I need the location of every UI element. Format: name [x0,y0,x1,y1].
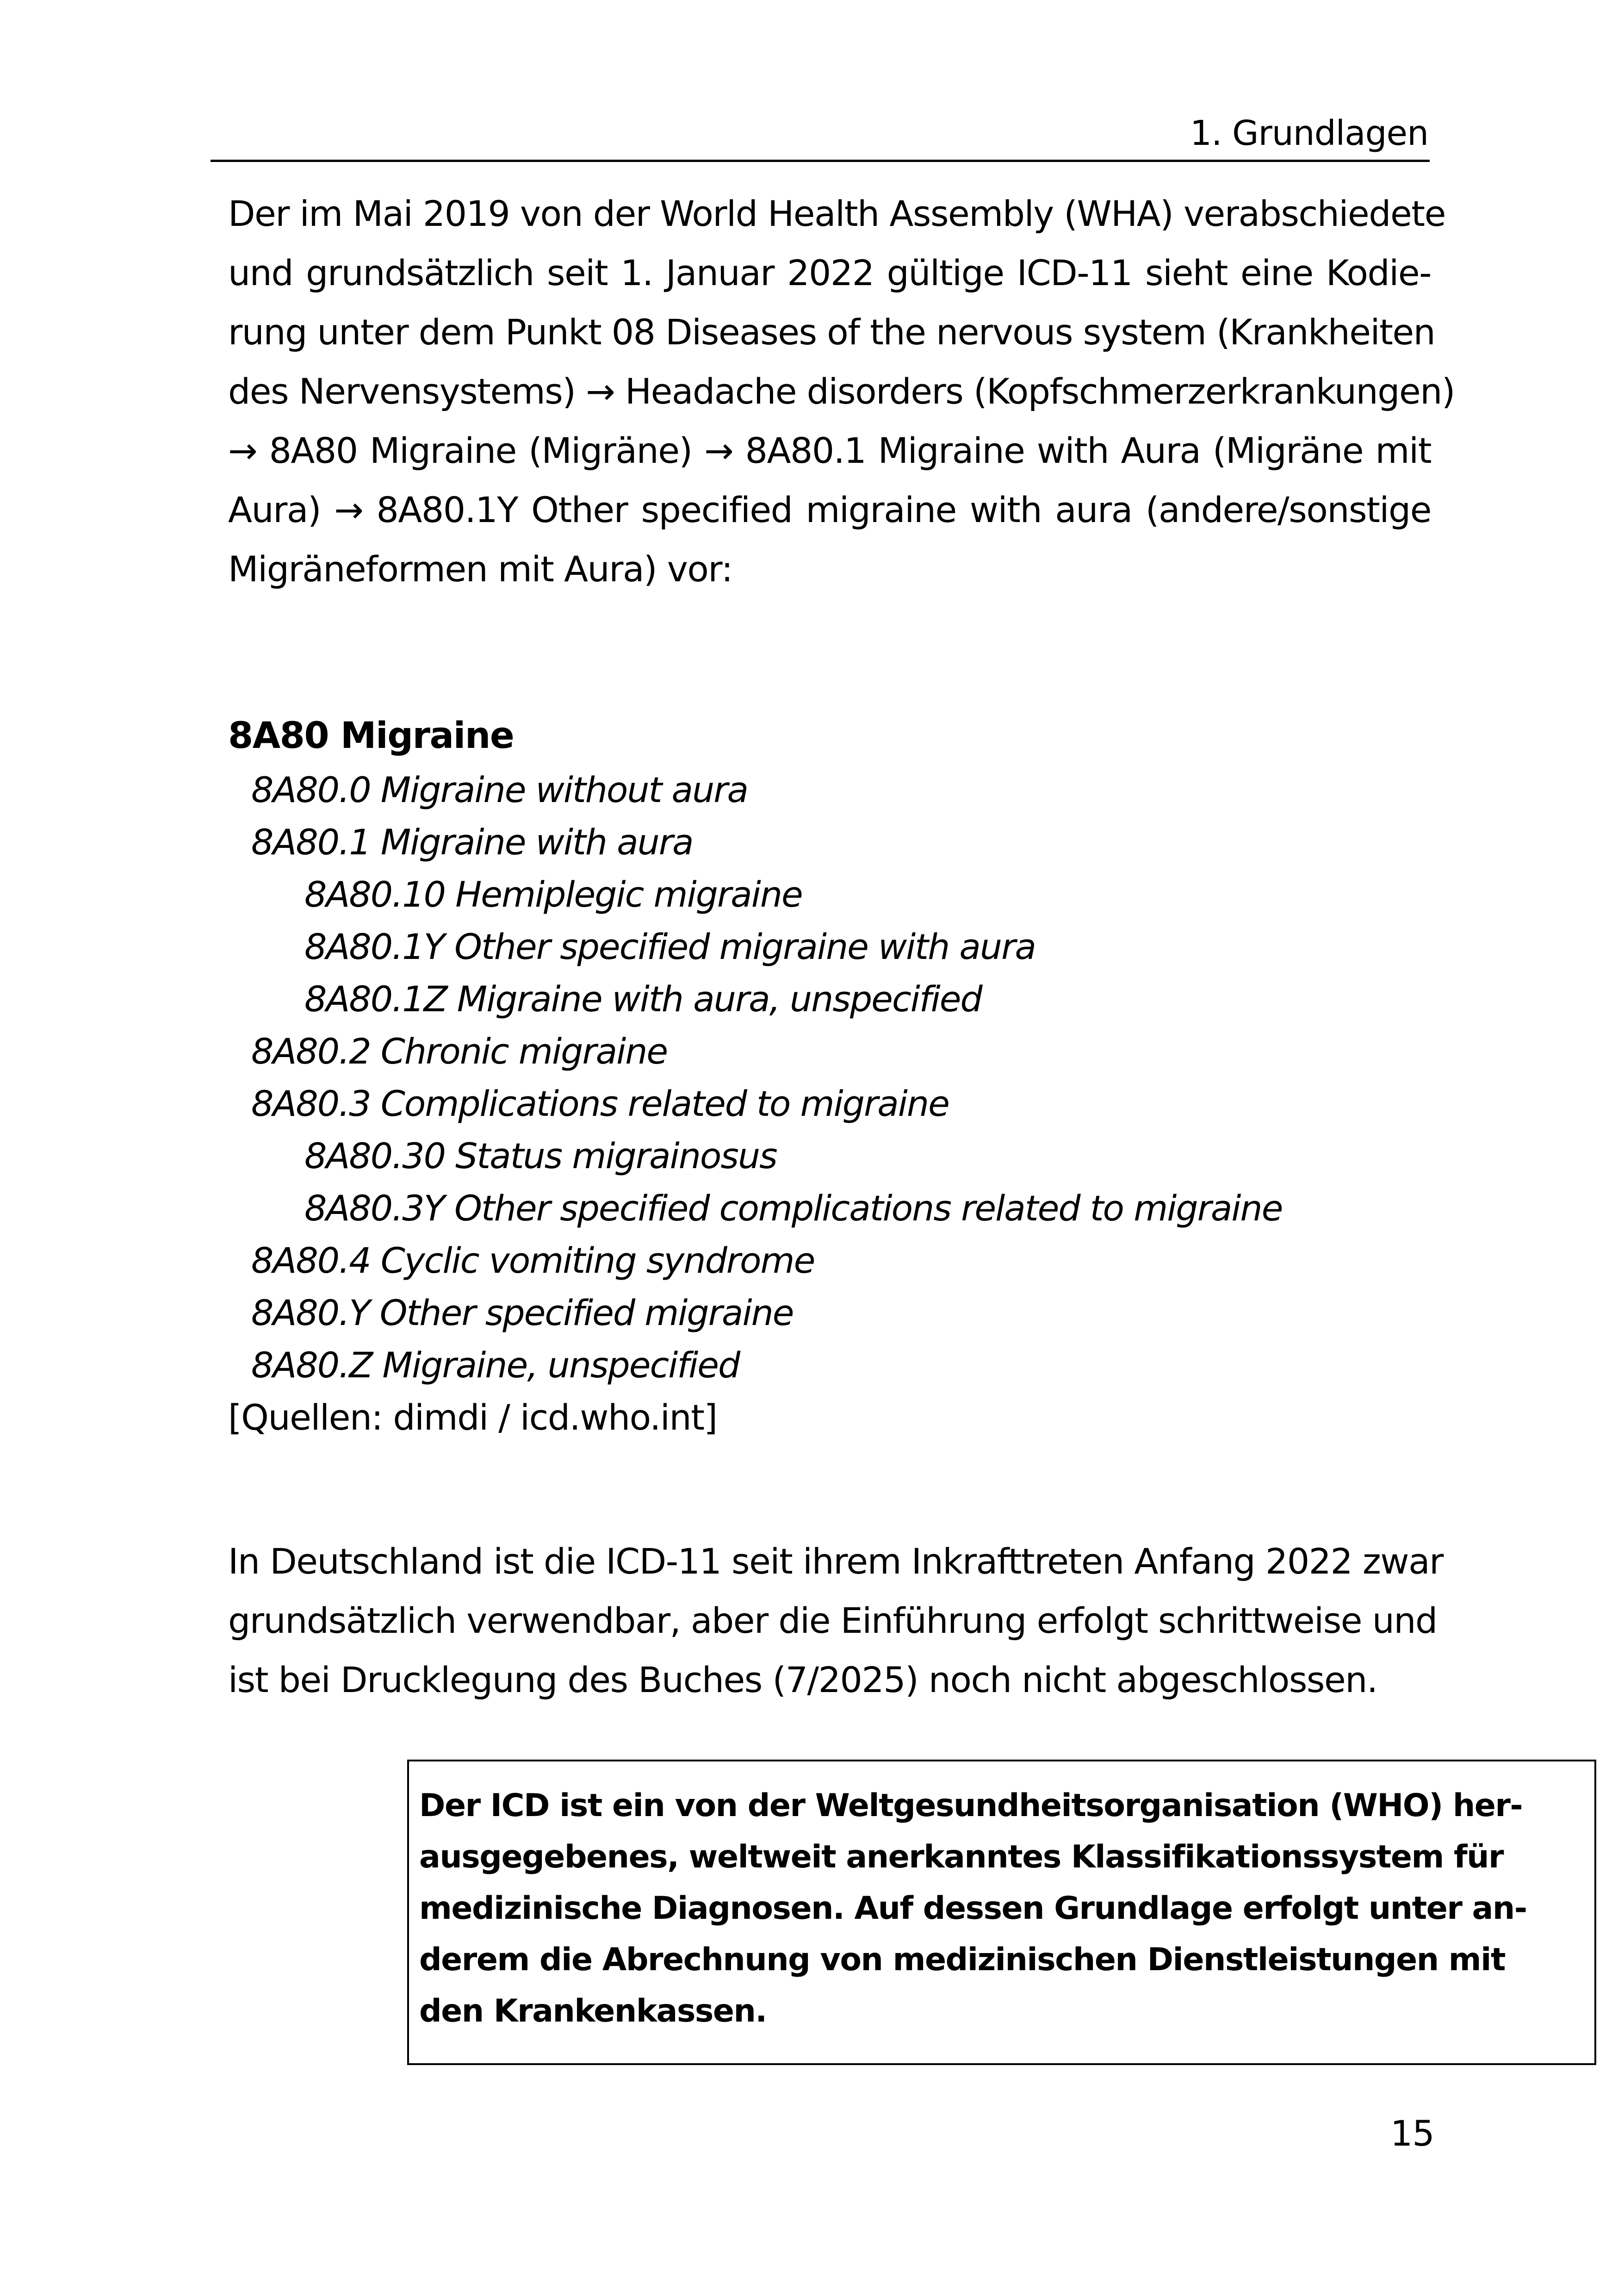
info-box-line: derem die Abrechnung von medizinischen Dienstleistungen mit [419,1941,1505,1978]
icd-list-item: 8A80.1Z Migraine with aura, unspecified [304,978,982,1020]
icd-code-list [228,708,1477,1444]
icd-list-item: 8A80.30 Status migrainosus [304,1135,777,1176]
info-box-text [419,1780,1527,2037]
icd-list-item: 8A80.1 Migraine with aura [251,821,693,863]
germany-paragraph [228,1532,1443,1710]
header-divider [211,160,1430,162]
icd-definition-box [407,1760,1596,2065]
paragraph-line: Aura) → 8A80.1Y Other specified migraine with aura (andere/sonstige [228,489,1431,530]
info-box-line: den Krankenkassen. [419,1993,767,2029]
icd-list-item: 8A80.Z Migraine, unspecified [251,1344,740,1386]
paragraph-line: Der im Mai 2019 von der World Health Assembly (WHA) verabschiedete [228,193,1445,234]
chapter-title: 1. Grundlagen [1190,113,1428,153]
page-number: 15 [1390,2113,1434,2154]
paragraph-line: grundsätzlich verwendbar, aber die Einführung erfolgt schrittweise und [228,1600,1437,1641]
paragraph-line: des Nervensystems) → Headache disorders (Kopfschmerzerkrankungen) [228,371,1455,412]
paragraph-line: Migräneformen mit Aura) vor: [228,548,732,590]
paragraph-line: ist bei Drucklegung des Buches (7/2025) noch nicht abgeschlossen. [228,1659,1377,1700]
icd-list-item: 8A80.Y Other specified migraine [251,1292,794,1333]
intro-paragraph [228,184,1455,599]
paragraph-line: In Deutschland ist die ICD-11 seit ihrem Inkrafttreten Anfang 2022 zwar [228,1541,1443,1582]
source-citation: [Quellen: dimdi / icd.who.int] [228,1397,717,1438]
icd-list-item: 8A80.2 Chronic migraine [251,1031,668,1072]
icd-list-title: 8A80 Migraine [228,715,514,757]
icd-list-item: 8A80.3Y Other specified complications related to migraine [304,1188,1283,1229]
paragraph-line: und grundsätzlich seit 1. Januar 2022 gültige ICD-11 sieht eine Kodie- [228,252,1431,293]
paragraph-line: rung unter dem Punkt 08 Diseases of the nervous system (Krankheiten [228,311,1435,353]
info-box-line: Der ICD ist ein von der Weltgesundheitsorganisation (WHO) her- [419,1787,1523,1824]
info-box-line: medizinische Diagnosen. Auf dessen Grundlage erfolgt unter an- [419,1890,1527,1927]
paragraph-line: → 8A80 Migraine (Migräne) → 8A80.1 Migraine with Aura (Migräne mit [228,430,1431,471]
icd-list-item: 8A80.0 Migraine without aura [251,769,748,810]
icd-list-item: 8A80.1Y Other specified migraine with aura [304,926,1035,967]
info-box-line: ausgegebenes, weltweit anerkanntes Klassifikationssystem für [419,1839,1504,1875]
icd-list-item: 8A80.4 Cyclic vomiting syndrome [251,1240,815,1281]
icd-list-item: 8A80.10 Hemiplegic migraine [304,874,802,915]
icd-list-item: 8A80.3 Complications related to migraine [251,1083,949,1124]
